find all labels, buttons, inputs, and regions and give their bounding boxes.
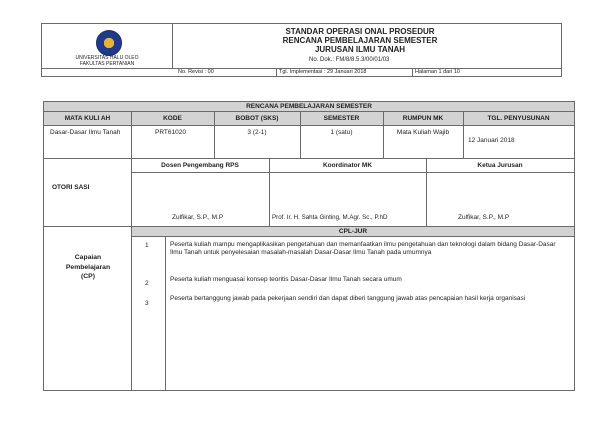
cp-item-text: Peserta kuliah mampu mengaplikasikan pengetahuan dan memanfaatkan ilmu pengetahuan dan teknologi dalam bidang Dasar-Dasar Ilmu Tanah untuk penyelesaian masalah-masalah Dasar-Dasar Ilmu Tanah pada umumnya <box>170 241 556 256</box>
cp-subheader: CPL-JUR <box>132 227 574 236</box>
value-semester: 1 (satu) <box>330 129 353 136</box>
role-koordinator: Koordinator MK <box>322 162 373 169</box>
row-line <box>132 236 574 237</box>
value-mata-kuliah: Dasar-Dasar Ilmu Tanah <box>50 129 121 136</box>
row-line <box>44 125 574 126</box>
header-title-rps: RENCANA PEMBELAJARAN SEMESTER <box>282 36 438 45</box>
page-number: Halaman 1 dari 10 <box>415 69 460 75</box>
value-tgl: 12 Januari 2018 <box>468 137 515 144</box>
header-divider-2 <box>412 68 413 77</box>
column-header-bobot: BOBOT (SKS) <box>235 115 279 122</box>
otorisasi-label: OTORI SASI <box>52 184 90 191</box>
cp-number-divider <box>165 237 166 390</box>
value-rumpun: Mata Kuliah Wajib <box>396 129 450 136</box>
role-ketua-jurusan: Ketua Jurusan <box>477 162 523 169</box>
col-divider <box>383 112 384 159</box>
col-divider <box>131 112 132 159</box>
cp-left-divider <box>131 227 132 390</box>
column-header-mata-kuliah: MATA KULI AH <box>64 115 111 122</box>
header-title-jurusan: JURUSAN ILMU TANAH <box>314 45 406 54</box>
rps-section-title: RENCANA PEMBELAJARAN SEMESTER <box>44 102 574 111</box>
value-kode: PRT61020 <box>155 129 186 136</box>
col-divider <box>300 112 301 159</box>
otorisasi-header-line <box>131 172 574 173</box>
university-name: UNIVERSITAS HALU OLEO <box>75 55 139 61</box>
revision-number: No. Revisi : 00 <box>178 69 214 75</box>
implementation-date: Tgl. Implementasi : 29 Januari 2018 <box>279 69 367 75</box>
col-divider <box>214 112 215 159</box>
cp-label: Capaian Pembelajaran (CP) <box>65 254 111 280</box>
name-dosen-pengembang: Zulfikar, S.P., M.P <box>172 214 224 221</box>
university-logo-icon <box>96 30 122 56</box>
column-header-kode: KODE <box>163 115 182 122</box>
faculty-name: FAKULTAS PERTANIAN <box>79 61 135 67</box>
column-header-semester: SEMESTER <box>323 115 360 122</box>
cp-item-number: 2 <box>145 280 149 287</box>
value-bobot: 3 (2-1) <box>247 129 267 136</box>
cp-item-number: 3 <box>145 300 149 307</box>
header-divider-1 <box>276 68 277 77</box>
cp-item-number: 1 <box>145 242 149 249</box>
document-number: No. Dok.: FM/8/8.5.3/00/01/03 <box>309 57 390 63</box>
role-dosen-pengembang: Dosen Pengembang RPS <box>161 162 239 169</box>
row-line <box>44 158 574 159</box>
column-header-rumpun: RUMPUN MK <box>402 115 444 122</box>
name-ketua-jurusan: Zulfikar, S.P., M.P <box>458 214 510 221</box>
cp-item-text: Peserta bertanggung jawab pada pekerjaan sendiri dan dapat diberi tanggung jawab atas pencapaian hasil kerja organisasi <box>170 295 526 302</box>
col-divider <box>463 112 464 159</box>
header-title-sop: STANDAR OPERASI ONAL PROSEDUR <box>285 27 435 36</box>
column-header-tgl: TGL. PENYUSUNAN <box>487 115 550 122</box>
name-koordinator: Prof. Ir. H. Sahta Ginting, M.Agr. Sc., P.hD <box>272 214 388 221</box>
cp-item-text: Peserta kuliah menguasai konsep teoritis Dasar-Dasar Ilmu Tanah secara umum <box>170 276 402 283</box>
